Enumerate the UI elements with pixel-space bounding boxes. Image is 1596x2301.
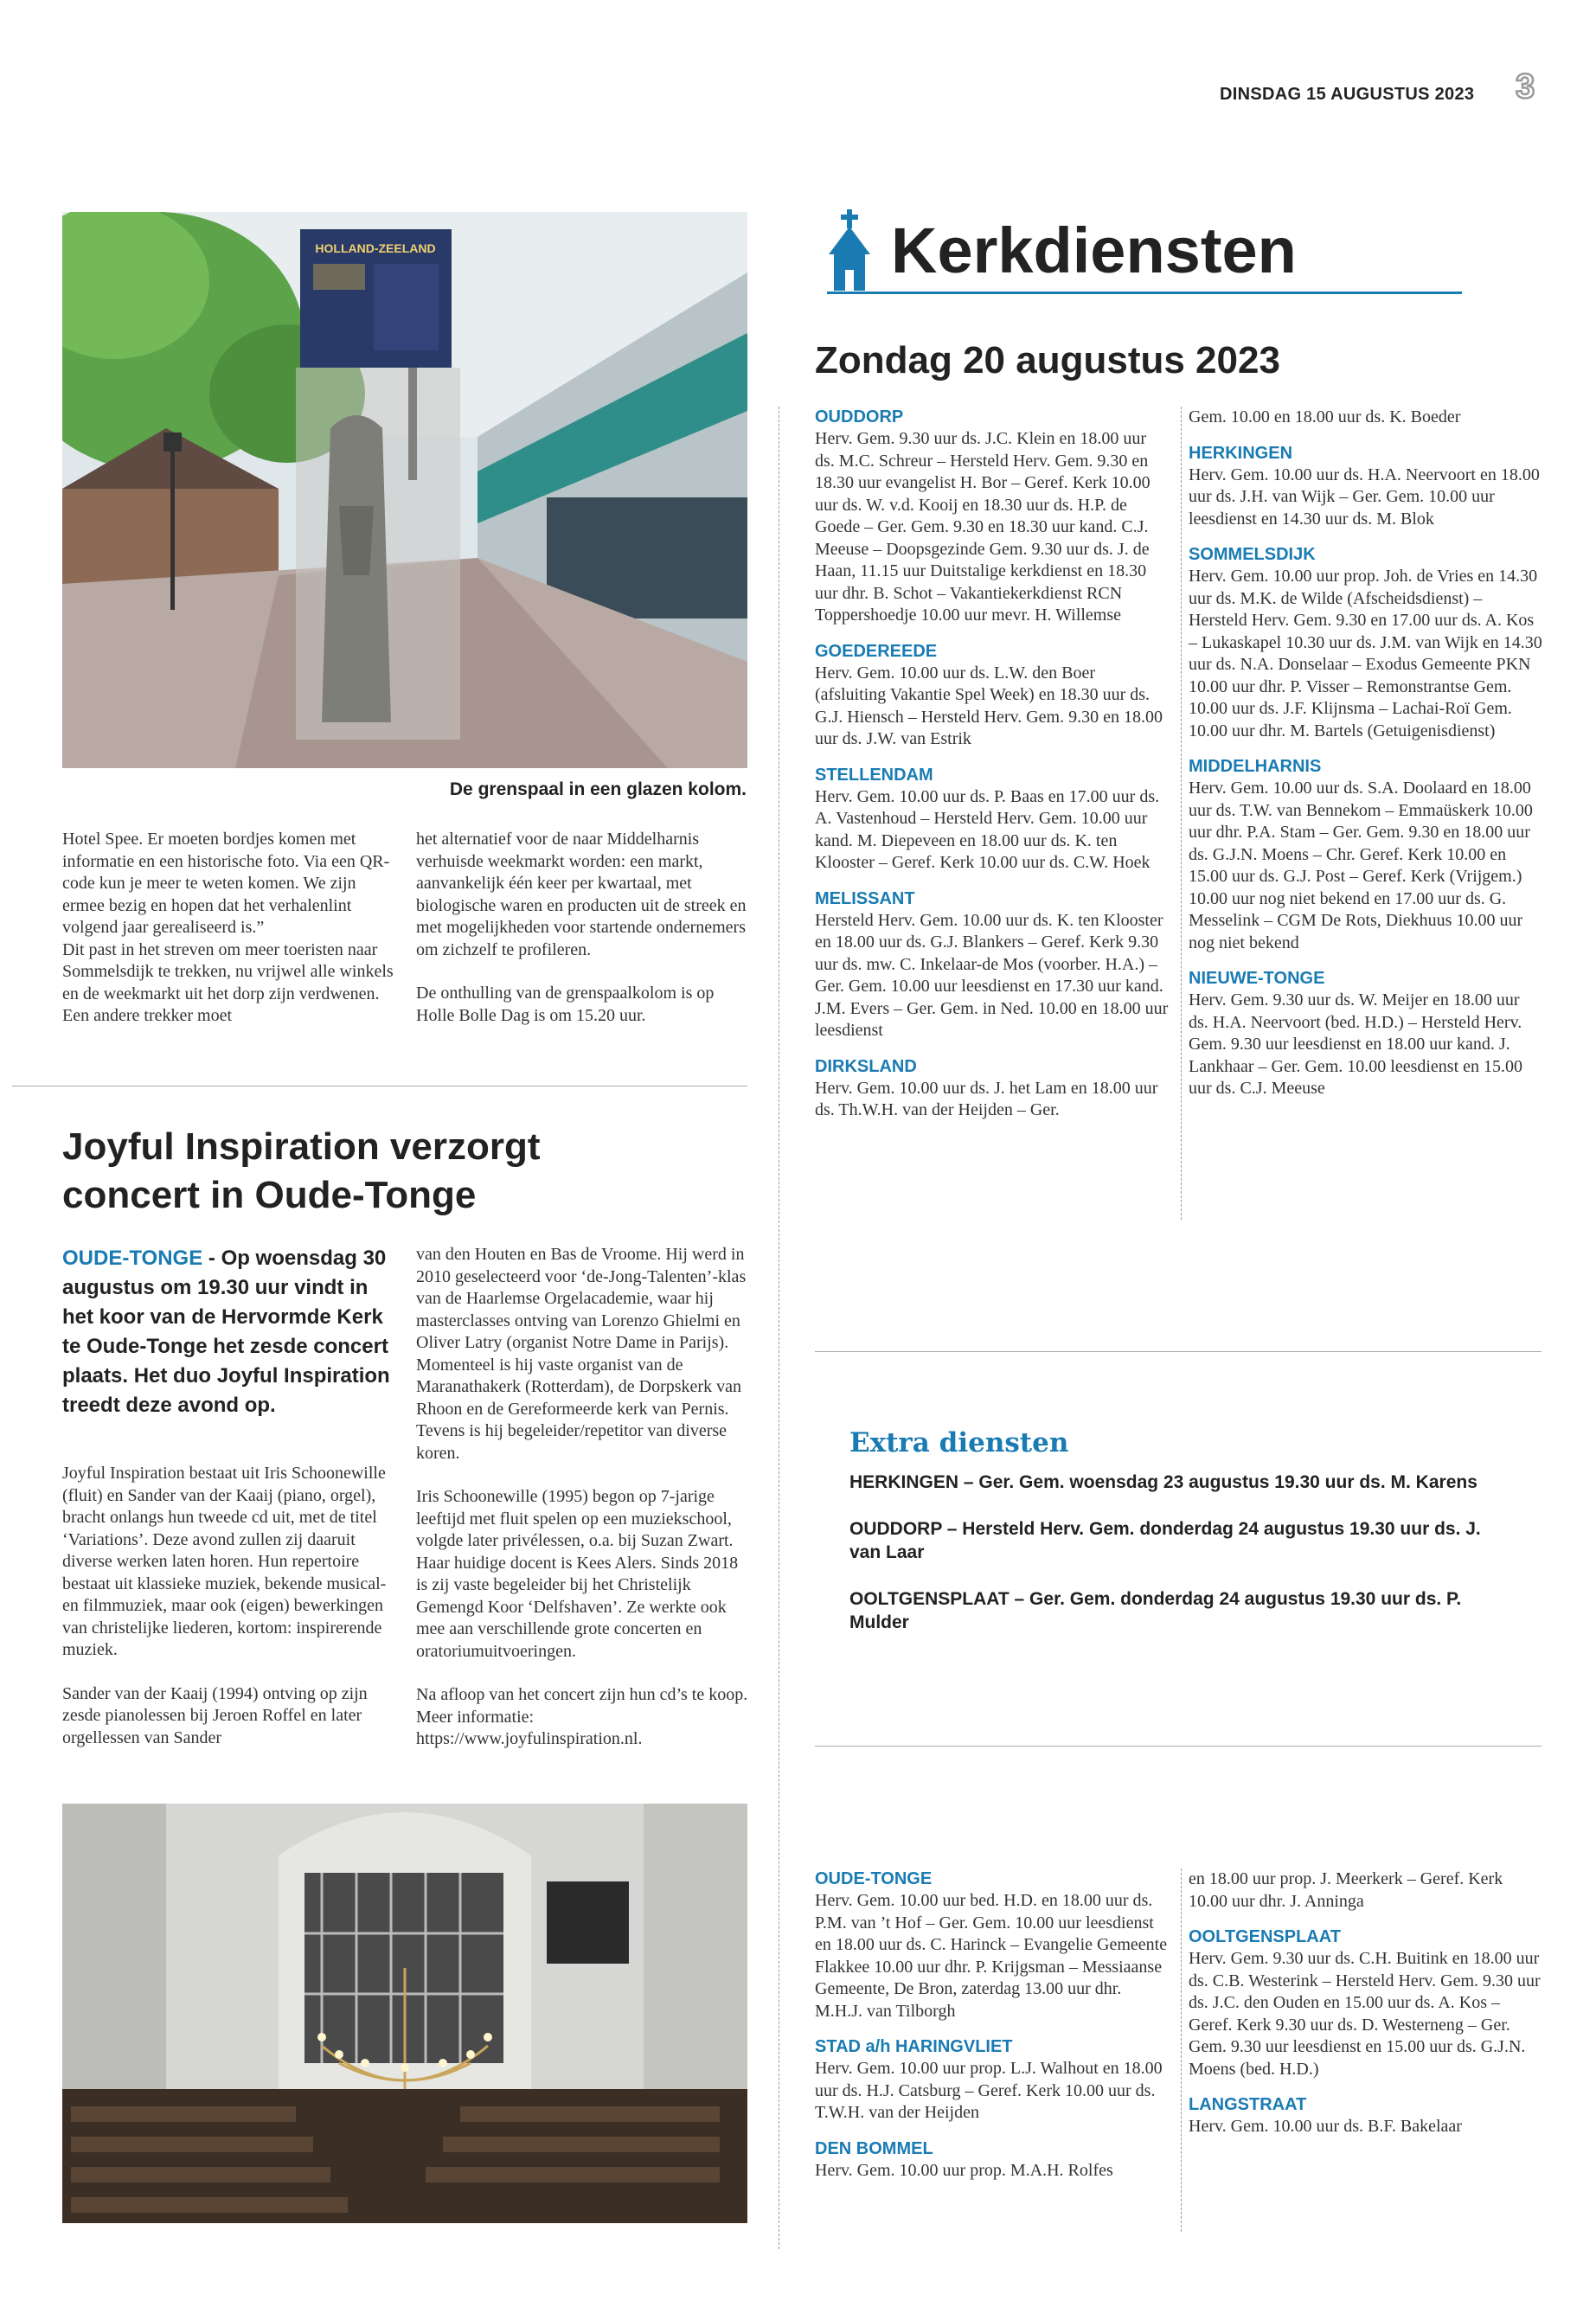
paragraph: Na afloop van het concert zijn hun cd’s te koop. Meer informatie: https://www.joyfulinspiration.nl. (416, 1685, 748, 1748)
place-name: NIEUWE-TONGE (1189, 969, 1325, 988)
article2-col1 (62, 1463, 400, 1771)
place-name: MIDDELHARNIS (1189, 757, 1322, 776)
place-name: OOLTGENSPLAAT (1189, 1927, 1341, 1946)
photo-caption: De grenspaal in een glazen kolom. (449, 779, 747, 799)
place-name: OUDDORP (815, 407, 904, 426)
place-name: LANGSTRAAT (1189, 2095, 1307, 2114)
services-col-d (1189, 1868, 1543, 2138)
place-name: GOEDEREEDE (815, 641, 938, 661)
column-divider (1181, 407, 1182, 1220)
page-date: DINSDAG 15 AUGUSTUS 2023 (1220, 85, 1475, 104)
title-underline (827, 292, 1462, 294)
service-text: Hersteld Herv. Gem. 10.00 uur ds. K. ten Klooster en 18.00 uur ds. G.J. Blankers – Geref. Kerk 9.30 uur ds. mw. C. Inkelaar-de Mos (voorber. H.A.) – Ger. Gem. 10.00 uur leesdienst en 17.30 uur kand. J.M. Evers – Ger. Gem. in Ned. 10.00 en 18.00 uur leesdienst (815, 910, 1169, 1040)
date-heading: Zondag 20 augustus 2023 (815, 339, 1280, 381)
service-text-continued: en 18.00 uur prop. J. Meerkerk – Geref. Kerk 10.00 uur dhr. J. Anninga (1189, 1869, 1503, 1911)
column-divider (1181, 1868, 1182, 2232)
service-text: Herv. Gem. 10.00 uur prop. M.A.H. Rolfes (815, 2160, 1113, 2180)
place-name: STELLENDAM (815, 765, 933, 785)
article1-col1 (62, 829, 400, 1049)
paragraph: het alternatief voor de naar Middelharnis verhuisde weekmarkt worden: een markt, aanvankelijk één keer per kwartaal, met biologische waren en producten uit de streek en met mogelijkheden voor startende ondernemers om zichzelf te profileren. (416, 830, 747, 959)
services-col-c (815, 1868, 1170, 2182)
page-number: 3 (1516, 67, 1535, 106)
service-text: Herv. Gem. 10.00 uur ds. J. het Lam en 18.00 uur ds. Th.W.H. van der Heijden – Ger. (815, 1078, 1158, 1119)
paragraph: Iris Schoonewille (1995) begon op 7-jarige leeftijd met fluit spelen op een muziekschool, volgde later privélessen, o.a. bij Suzan Zwart. Haar huidige docent is Kees Alers. Sinds 2018 is zij vaste begeleider bij het Christelijk Gemengd Koor ‘Delfshaven’. Ze werkte ook mee aan verschillende grote concerten en oratoriumuitvoeringen. (416, 1487, 739, 1661)
place-name: HERKINGEN (1189, 443, 1293, 463)
place-name: MELISSANT (815, 888, 915, 908)
service-text: Herv. Gem. 10.00 uur prop. L.J. Walhout en 18.00 uur ds. H.J. Catsburg – Geref. Kerk 10.00 uur ds. T.W.H. van der Heijden (815, 2059, 1163, 2122)
article2-col2 (416, 1244, 749, 1772)
sign-title: HOLLAND-ZEELAND (315, 241, 436, 255)
service-text: Herv. Gem. 9.30 uur ds. C.H. Buitink en 18.00 uur ds. C.B. Westerink – Hersteld Herv. Gem. 9.30 uur ds. J.C. den Ouden en 15.00 uur ds. A. Kos – Geref. Kerk 9.30 uur ds. D. Westerneng – Ger. Gem. 9.30 uur leesdienst en 15.00 uur ds. G.J.N. Moens (bed. H.D.) (1189, 1949, 1541, 2079)
paragraph: Hotel Spee. Er moeten bordjes komen met informatie en een historische foto. Via een QR-code kun je meer te weten komen. We zijn ermee bezig en hopen dat het verhalenlint volgend jaar gerealiseerd is.” (62, 830, 390, 937)
church-illustration (62, 1804, 747, 2223)
church-icon (827, 209, 872, 292)
divider (815, 1351, 1542, 1352)
service-text: Herv. Gem. 10.00 uur ds. B.F. Bakelaar (1189, 2117, 1462, 2136)
article1-col2 (416, 829, 749, 1048)
service-text-continued: Gem. 10.00 en 18.00 uur ds. K. Boeder (1189, 407, 1461, 426)
place-name: STAD a/h HARINGVLIET (815, 2037, 1013, 2056)
services-col-a (815, 407, 1170, 1122)
extra-item: OOLTGENSPLAAT – Ger. Gem. donderdag 24 augustus 19.30 uur ds. P. Mulder (849, 1589, 1462, 1632)
service-text: Herv. Gem. 10.00 uur ds. H.A. Neervoort en 18.00 uur ds. J.H. van Wijk – Ger. Gem. 10.00 uur leesdienst en 14.30 uur ds. M. Blok (1189, 465, 1540, 529)
paragraph: Sander van der Kaaij (1994) ontving op zijn zesde pianolessen bij Jeroen Roffel en later orgellessen van Sander (62, 1683, 368, 1747)
extra-item: HERKINGEN – Ger. Gem. woensdag 23 augustus 19.30 uur ds. M. Karens (849, 1472, 1477, 1492)
lead-text: - Op woensdag 30 augustus om 19.30 uur vindt in het koor van de Hervormde Kerk te Oude-Tonge het zesde concert plaats. Het duo Joyful Inspiration treedt deze avond op. (62, 1247, 390, 1417)
extra-diensten-box (849, 1427, 1507, 1657)
extra-item: OUDDORP – Hersteld Herv. Gem. donderdag 24 augustus 19.30 uur ds. J. van Laar (849, 1519, 1481, 1562)
church-interior-photo (62, 1804, 747, 2223)
paragraph: Joyful Inspiration bestaat uit Iris Schoonewille (fluit) en Sander van der Kaaij (piano, orgel), bracht onlangs hun tweede cd uit, met de titel ‘Variations’. Deze avond zullen zij daaruit diverse werken laten horen. Hun repertoire bestaat uit klassieke muziek, bekende musical- en filmmuziek, maar ook (eigen) bewerkingen van christelijke liederen, kortom: inspirerende muziek. (62, 1464, 387, 1659)
grenspaal-illustration (62, 212, 747, 768)
paragraph: Dit past in het streven om meer toeristen naar Sommelsdijk te trekken, nu vrijwel alle winkels en de weekmarkt uit het dorp zijn verdwenen. Een andere trekker moet (62, 939, 394, 1025)
place-name: SOMMELSDIJK (1189, 545, 1316, 564)
section-title: Kerkdiensten (891, 215, 1297, 286)
lead-place: OUDE-TONGE (62, 1247, 203, 1270)
grenspaal-photo (62, 212, 747, 768)
service-text: Herv. Gem. 10.00 uur bed. H.D. en 18.00 uur ds. P.M. van ’t Hof – Ger. Gem. 10.00 uur leesdienst en 18.00 uur ds. C. Harinck – Evangelie Gemeente Flakkee 10.00 uur dhr. P. Krijgsman – Messiaanse Gemeente, De Bron, zaterdag 13.00 uur dhr. M.H.J. van Tilborgh (815, 1891, 1168, 2021)
place-name: DEN BOMMEL (815, 2138, 933, 2158)
article2-lead (62, 1244, 400, 1420)
service-text: Herv. Gem. 10.00 uur prop. Joh. de Vries en 14.30 uur ds. M.K. de Wilde (Afscheidsdienst) – Hersteld Herv. Gem. 9.30 en 17.00 uur ds. A. Kos – Lukaskapel 10.30 uur ds. J.M. van Wijk en 14.30 uur ds. N.A. Donselaar – Exodus Gemeente PKN 10.00 uur dhr. P. Visser – Remonstrantse Gem. 10.00 uur ds. J.F. Klijnsma – Lachai-Roï Gem. 10.00 uur dhr. M. Bartels (Getuigenisdienst) (1189, 567, 1542, 740)
article2-headline: Joyful Inspiration verzorgt concert in Oude-Tonge (62, 1125, 541, 1216)
extra-title: Extra diensten (849, 1427, 1069, 1458)
place-name: DIRKSLAND (815, 1056, 917, 1076)
paragraph: De onthulling van de grenspaalkolom is op Holle Bolle Dag is om 15.20 uur. (416, 984, 715, 1025)
service-text: Herv. Gem. 10.00 uur ds. L.W. den Boer (afsluiting Vakantie Spel Week) en 18.30 uur ds. G.J. Hiensch – Hersteld Herv. Gem. 9.30 en 18.00 uur ds. J.W. van Estrik (815, 663, 1163, 748)
service-text: Herv. Gem. 10.00 uur ds. S.A. Doolaard en 18.00 uur ds. T.W. van Bennekom – Emmaüskerk 10.00 uur dhr. P.A. Stam – Ger. Gem. 9.30 en 18.00 uur ds. G.J.N. Moens – Chr. Geref. Kerk 10.00 en 15.00 uur ds. G.J. Post – Geref. Kerk (Vrijgem.) 10.00 uur nog niet bekend en 17.00 uur ds. G. Messelink – CGM De Rots, Diekhuus 10.00 uur nog niet bekend (1189, 779, 1533, 952)
divider (815, 1746, 1542, 1747)
service-text: Herv. Gem. 10.00 uur ds. P. Baas en 17.00 uur ds. A. Vastenhoud – Hersteld Herv. Gem. 10.00 uur kand. M. Diepeveen en 18.00 uur ds. K. ten Klooster – Geref. Kerk 10.00 uur ds. C.W. Hoek (815, 786, 1160, 872)
paragraph: van den Houten en Bas de Vroome. Hij werd in 2010 geselecteerd voor ‘de-Jong-Talenten’-klas van de Haarlemse Orgelacademie, waar hij masterclasses ontving van Lorenzo Ghielmi en Oliver Latry (organist Notre Dame in Parijs). Momenteel is hij vaste organist van de Maranathakerk (Rotterdam), de Dorpskerk van Rhoon en de Gereformeerde kerk van Pernis. Tevens is hij begeleider/repetitor van diverse koren. (416, 1245, 747, 1463)
service-text: Herv. Gem. 9.30 uur ds. W. Meijer en 18.00 uur ds. H.A. Neervoort (bed. H.D.) – Hersteld Herv. Gem. 9.30 uur leesdienst en 18.00 uur kand. J. Lankhaar – Ger. Gem. 10.00 leesdienst en 15.00 uur ds. C.J. Meeuse (1189, 990, 1523, 1098)
place-name: OUDE-TONGE (815, 1869, 933, 1888)
service-text: Herv. Gem. 9.30 uur ds. J.C. Klein en 18.00 uur ds. M.C. Schreur – Hersteld Herv. Gem. 9.30 en 18.30 uur evangelist H. Bor – Geref. Kerk 10.00 uur ds. W. v.d. Kooij en 18.30 uur ds. H.P. de Goede – Ger. Gem. 9.30 en 18.30 uur kand. C.J. Meeuse – Doopsgezinde Gem. 9.30 uur ds. J. de Haan, 11.15 uur Duitstalige kerkdienst en 18.30 uur dhr. B. Schot – Vakantiekerkdienst RCN Toppershoedje 10.00 uur mevr. H. Willemse (815, 429, 1151, 625)
services-col-b (1189, 407, 1543, 1100)
